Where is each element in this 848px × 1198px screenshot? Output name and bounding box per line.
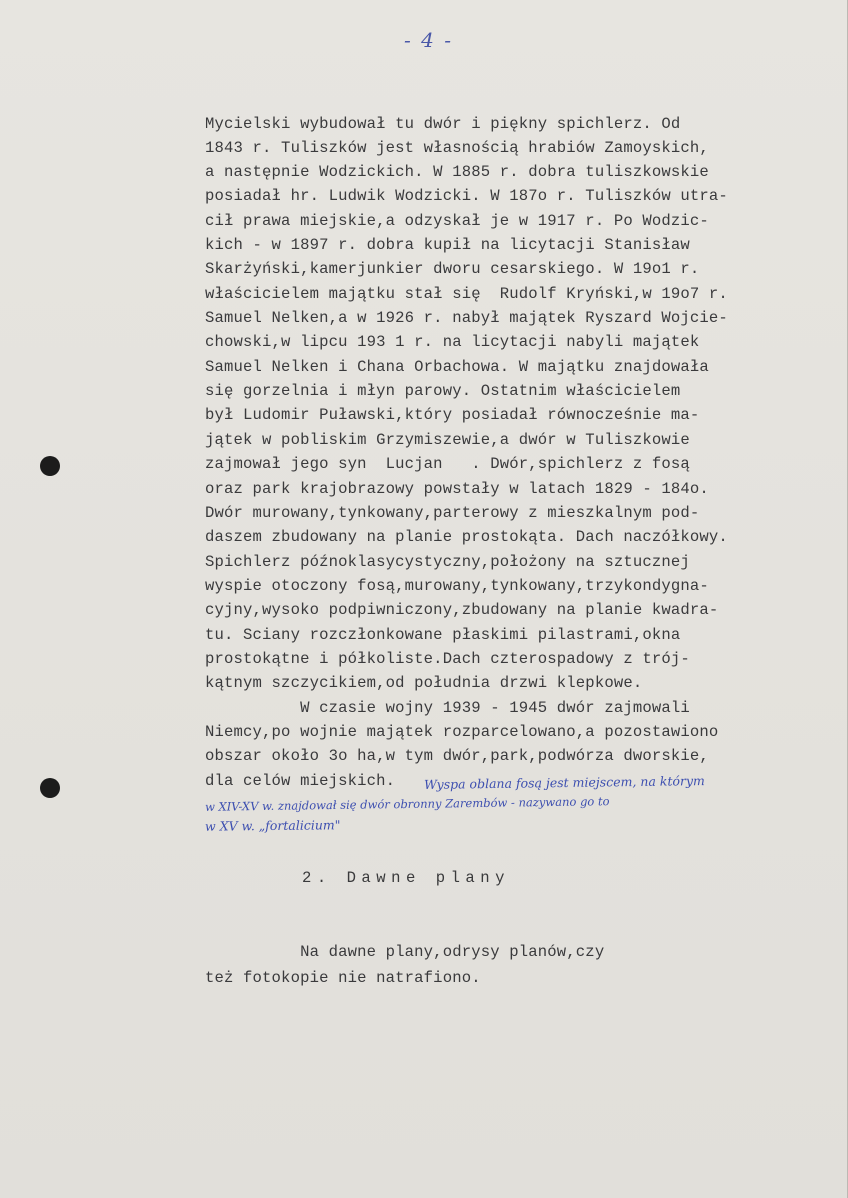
body-line: był Ludomir Puławski,który posiadał równocześnie ma- [205, 406, 700, 424]
handwritten-line: w XV w. „fortalicium" [204, 817, 341, 834]
body-line: cyjny,wysoko podpiwniczony,zbudowany na planie kwadra- [205, 601, 719, 619]
body-line: chowski,w lipcu 193 1 r. na licytacji nabyli majątek [205, 333, 700, 351]
body-line: oraz park krajobrazowy powstały w latach 1829 - 184o. [205, 480, 709, 498]
section-heading: 2. Dawne plany [302, 869, 511, 887]
body-line: obszar około 3o ha,w tym dwór,park,podwórza dworskie, [205, 747, 709, 765]
section-body-line: też fotokopie nie natrafiono. [205, 969, 481, 987]
punch-hole-top [40, 456, 60, 476]
handwritten-line: w XIV-XV w. znajdował się dwór obronny Zarembów - nazywano go to [204, 794, 610, 814]
body-line: jątek w pobliskim Grzymiszewie,a dwór w Tuliszkowie [205, 431, 690, 449]
body-line: cił prawa miejskie,a odzyskał je w 1917 r. Po Wodzic- [205, 212, 709, 230]
body-line: Niemcy,po wojnie majątek rozparcelowano,a pozostawiono [205, 723, 719, 741]
punch-hole-bottom [40, 778, 60, 798]
body-line: kich - w 1897 r. dobra kupił na licytacji Stanisław [205, 236, 690, 254]
body-line: a następnie Wodzickich. W 1885 r. dobra tuliszkowskie [205, 163, 709, 181]
body-line: wyspie otoczony fosą,murowany,tynkowany,trzykondygna- [205, 577, 709, 595]
body-line: tu. Sciany rozczłonkowane płaskimi pilastrami,okna [205, 626, 681, 644]
body-line: kątnym szczycikiem,od południa drzwi klepkowe. [205, 674, 643, 692]
body-line: zajmował jego syn Lucjan . Dwór,spichlerz z fosą [205, 455, 690, 473]
body-line: 1843 r. Tuliszków jest własnością hrabiów Zamoyskich, [205, 139, 709, 157]
body-line: Skarżyński,kamerjunkier dworu cesarskiego. W 19o1 r. [205, 260, 700, 278]
body-line: właścicielem majątku stał się Rudolf Kryński,w 19o7 r. [205, 285, 728, 303]
body-line: Mycielski wybudował tu dwór i piękny spichlerz. Od [205, 115, 681, 133]
body-line: się gorzelnia i młyn parowy. Ostatnim właścicielem [205, 382, 681, 400]
body-line: dla celów miejskich. [205, 772, 396, 790]
handwritten-line: Wyspa oblana fosą jest miejscem, na którym [423, 773, 705, 792]
body-line: Dwór murowany,tynkowany,parterowy z mieszkalnym pod- [205, 504, 700, 522]
page-number: - 4 - [404, 28, 453, 52]
body-line: posiadał hr. Ludwik Wodzicki. W 187o r. Tuliszków utra- [205, 187, 728, 205]
body-line: Samuel Nelken,a w 1926 r. nabył majątek Ryszard Wojcie- [205, 309, 728, 327]
body-line: daszem zbudowany na planie prostokąta. Dach naczółkowy. [205, 528, 728, 546]
body-line: Samuel Nelken i Chana Orbachowa. W majątku znajdowała [205, 358, 709, 376]
section-body-line: Na dawne plany,odrysy planów,czy [205, 943, 605, 961]
body-line: Spichlerz późnoklasycystyczny,położony na sztucznej [205, 553, 690, 571]
body-line: W czasie wojny 1939 - 1945 dwór zajmowali [205, 699, 690, 717]
body-line: prostokątne i półkoliste.Dach czterospadowy z trój- [205, 650, 690, 668]
